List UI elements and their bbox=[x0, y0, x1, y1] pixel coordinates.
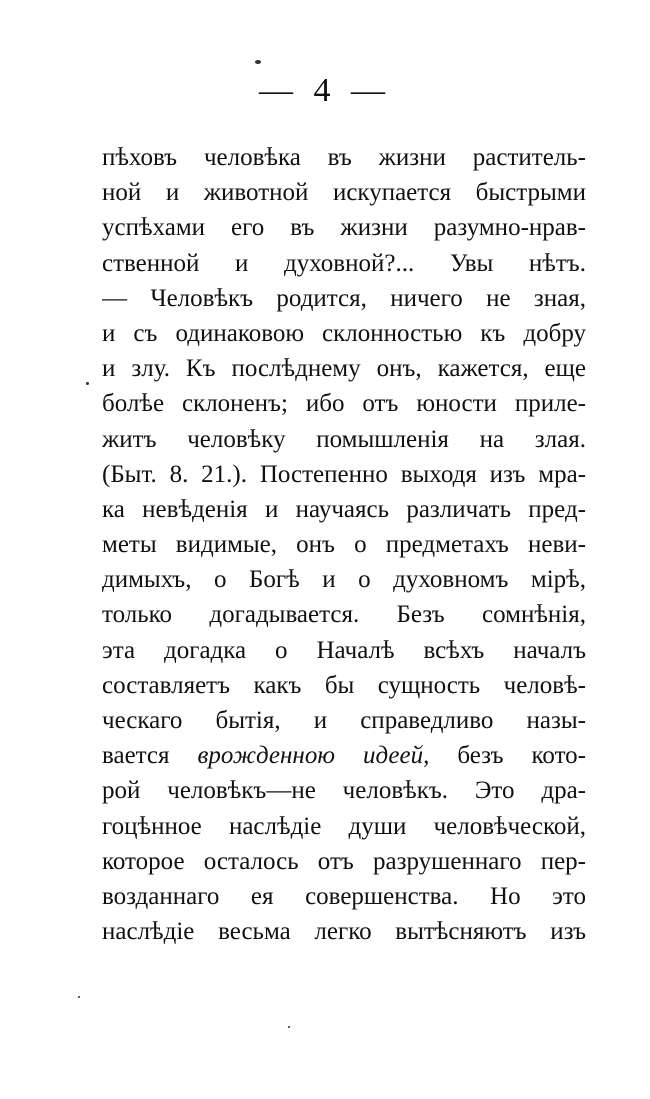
ink-speck bbox=[288, 1026, 290, 1028]
body-text bbox=[102, 140, 586, 949]
text-line: ческаго бытія, и справедливо назы- bbox=[102, 707, 586, 734]
text-line-with-italic bbox=[102, 738, 586, 773]
text-line: наслѣдіе весьма легко вытѣсняютъ изъ bbox=[102, 918, 586, 946]
text-line: болѣе склоненъ; ибо отъ юности приле- bbox=[102, 390, 586, 418]
text-line: и съ одинаковою склонностью къ добру bbox=[102, 319, 586, 347]
text-line: успѣхами его въ жизни разумно-нрав- bbox=[102, 214, 586, 242]
ink-speck bbox=[86, 382, 89, 385]
text-line: житъ человѣку помышленія на злая. bbox=[102, 425, 586, 453]
text-line: ной и животной искупается быстрыми bbox=[102, 179, 586, 207]
text-line: которое осталось отъ разрушеннаго пер- bbox=[102, 847, 586, 875]
text-line: эта догадка о Началѣ всѣхъ началъ bbox=[102, 636, 586, 664]
text-line: меты видимые, онъ о предметахъ неви- bbox=[102, 531, 586, 559]
text-line: составляетъ какъ бы сущность человѣ- bbox=[102, 671, 586, 699]
text-segment: безъ кото- bbox=[429, 742, 586, 770]
text-line: (Быт. 8. 21.). Постепенно выходя изъ мра- bbox=[102, 460, 586, 488]
text-line: только догадывается. Безъ сомнѣнія, bbox=[102, 601, 586, 629]
ink-speck bbox=[255, 60, 261, 64]
text-line: димыхъ, о Богѣ и о духовномъ мірѣ, bbox=[102, 566, 586, 594]
text-line: гоцѣнное наслѣдіе души человѣческой, bbox=[102, 812, 586, 840]
ink-speck bbox=[78, 996, 80, 998]
italic-phrase: врожденною идеей, bbox=[197, 742, 430, 770]
text-line: ственной и духовной?... Увы нѣтъ. bbox=[102, 249, 586, 277]
text-line: пѣховъ человѣка въ жизни раститель- bbox=[102, 144, 586, 171]
text-line: — Человѣкъ родится, ничего не зная, bbox=[102, 284, 586, 312]
text-line: ка невѣденія и научаясь различать пред- bbox=[102, 495, 586, 523]
text-line: и злу. Къ послѣднему онъ, кажется, еще bbox=[102, 355, 586, 383]
page-number: — 4 — bbox=[259, 72, 391, 109]
text-segment: вается bbox=[102, 742, 198, 770]
text-line: рой человѣкъ—не человѣкъ. Это дра- bbox=[102, 777, 586, 805]
text-line: возданнаго ея совершенства. Но это bbox=[102, 882, 586, 910]
